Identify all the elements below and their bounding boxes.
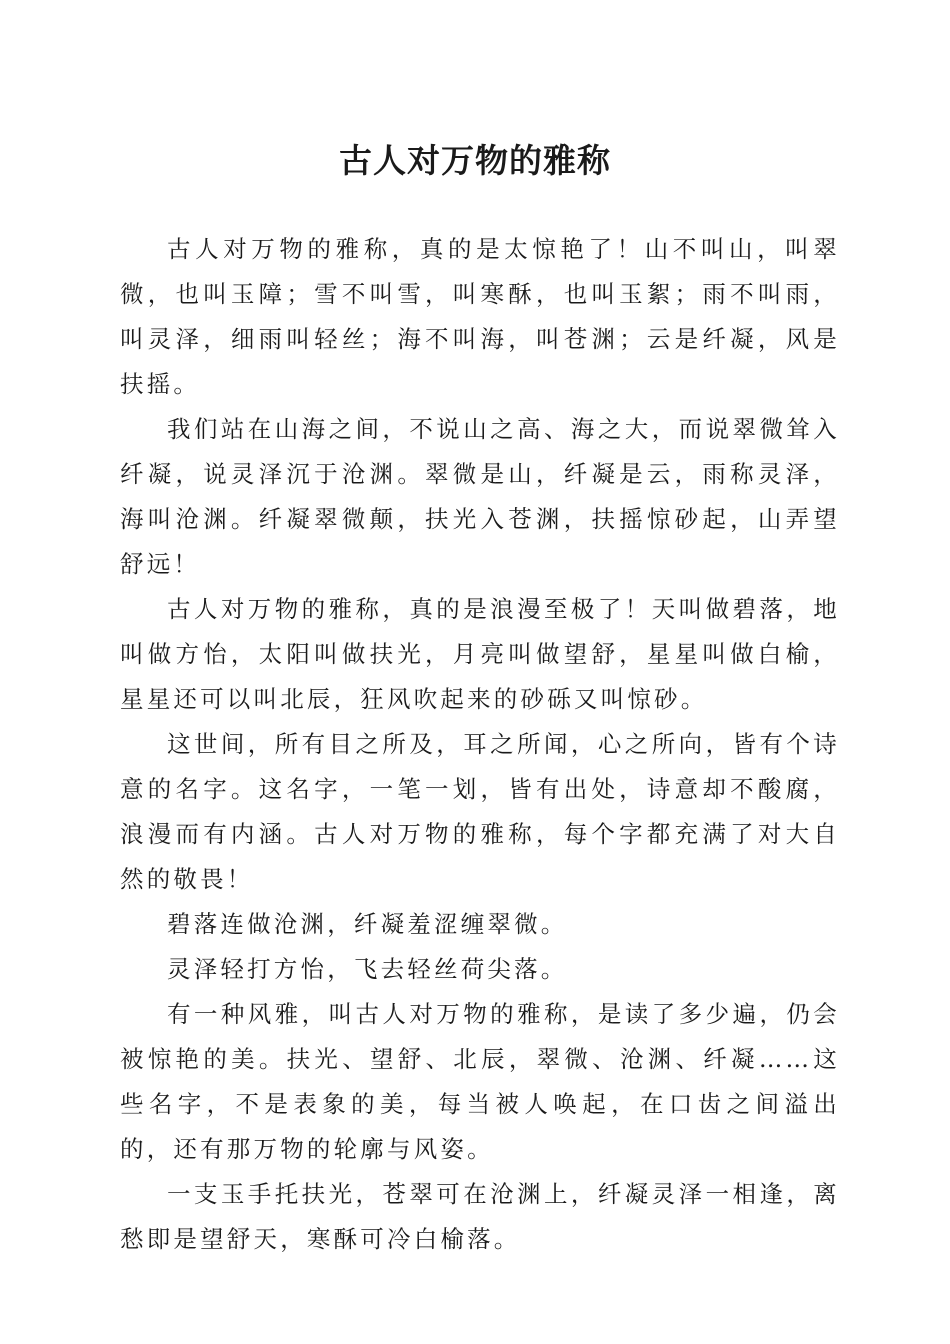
document-body	[120, 227, 840, 1262]
paragraph: 灵泽轻打方怡，飞去轻丝荷尖落。	[167, 955, 568, 983]
paragraph: 古人对万物的雅称，真的是浪漫至极了！天叫做碧落，地叫做方怡，太阳叫做扶光，月亮叫做望舒，星星叫做白榆，星星还可以叫北辰，狂风吹起来的砂砾又叫惊砂。	[120, 595, 840, 713]
paragraph: 我们站在山海之间，不说山之高、海之大，而说翠微耸入纤凝，说灵泽沉于沧渊。翠微是山，纤凝是云，雨称灵泽，海叫沧渊。纤凝翠微颠，扶光入苍渊，扶摇惊砂起，山弄望舒远！	[120, 415, 840, 578]
paragraph: 这世间，所有目之所及，耳之所闻，心之所向，皆有个诗意的名字。这名字，一笔一划，皆有出处，诗意却不酸腐，浪漫而有内涵。古人对万物的雅称，每个字都充满了对大自然的敬畏！	[120, 730, 840, 893]
paragraph: 有一种风雅，叫古人对万物的雅称，是读了多少遍，仍会被惊艳的美。扶光、望舒、北辰，翠微、沧渊、纤凝……这些名字，不是表象的美，每当被人唤起，在口齿之间溢出的，还有那万物的轮廓与风姿。	[120, 1000, 840, 1163]
paragraph: 碧落连做沧渊，纤凝羞涩缠翠微。	[167, 910, 568, 938]
document-title: 古人对万物的雅称	[339, 141, 611, 180]
paragraph: 一支玉手托扶光，苍翠可在沧渊上，纤凝灵泽一相逢，离愁即是望舒天，寒酥可冷白榆落。	[120, 1180, 840, 1253]
paragraph: 古人对万物的雅称，真的是太惊艳了！山不叫山，叫翠微，也叫玉障；雪不叫雪，叫寒酥，也叫玉絮；雨不叫雨，叫灵泽，细雨叫轻丝；海不叫海，叫苍渊；云是纤凝，风是扶摇。	[120, 235, 840, 398]
